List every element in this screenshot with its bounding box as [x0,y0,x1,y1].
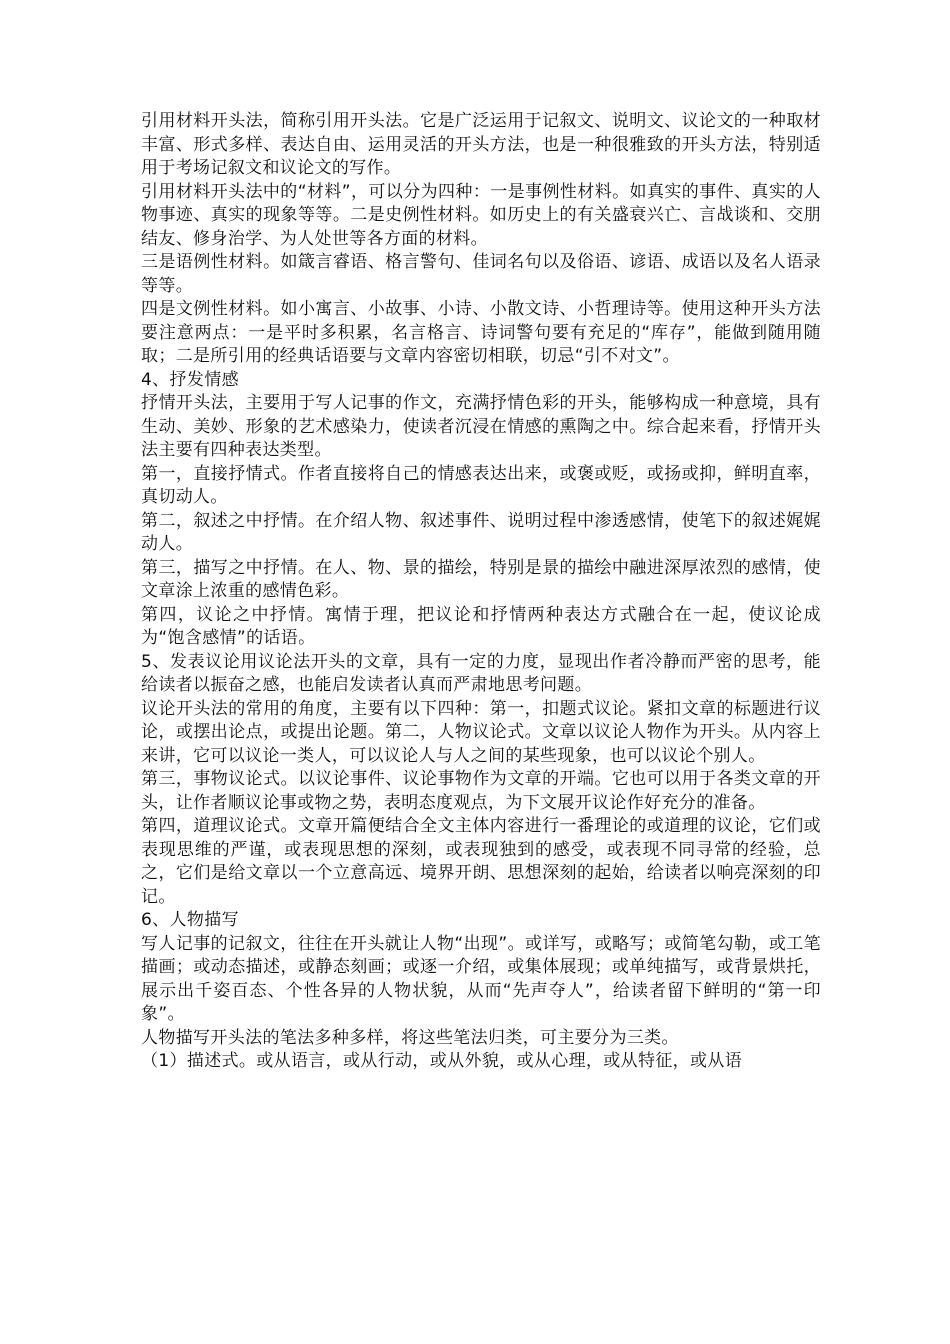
section-heading-express-emotion: 4、抒发情感 [141,369,239,390]
paragraph-text-materials: 四是文例性材料。如小寓言、小故事、小诗、小散文诗、小哲理诗等。使用这种开头方法要注意两点：一是平时多积累，名言格言、诗词警句要有充足的“库存”，能做到随用随取；二是所引用的经典话语要与文章内容密切相联，切忌“引不对文”。 [141,299,821,366]
paragraph-direct-lyric: 第一，直接抒情式。作者直接将自己的情感表达出来，或褒或贬，或扬或抑，鲜明直率，真切动人。 [141,463,821,507]
section-heading-character-description: 6、人物描写 [141,910,239,930]
paragraph-language-materials: 三是语例性材料。如箴言睿语、格言警句、佳词名句以及俗语、谚语、成语以及名人语录等等。 [141,252,821,296]
paragraph-character-appearance: 写人记事的记叙文，往往在开头就让人物“出现”。或详写，或略写；或简笔勾勒，或工笔描画；或动态描述，或静态刻画；或逐一介绍，或集体展现；或单纯描写，或背景烘托，展示出千姿百态、个性各异的人物状貌，从而“先声夺人”，给读者留下鲜明的“第一印象”。 [141,933,821,1024]
paragraph-argument-angles: 议论开头法的常用的角度，主要有以下四种：第一，扣题式议论。紧扣文章的标题进行议论，或摆出论点，或提出论题。第二，人物议论式。文章以议论人物作为开头。从内容上来讲，它可以议论一类人，可以议论人与人之间的某些现象，也可以议论个别人。 [141,698,821,766]
paragraph-descriptive-lyric: 第三，描写之中抒情。在人、物、景的描绘，特别是景的描绘中融进深厚浓烈的感情，使文章涂上浓重的感情色彩。 [141,557,821,601]
paragraph-descriptive-style: （1）描述式。或从语言，或从行动，或从外貌，或从心理，或从特征，或从语 [141,1051,743,1071]
paragraph-thing-argument: 第三，事物议论式。以议论事件、议论事物作为文章的开端。它也可以用于各类文章的开头，让作者顺议论事或物之势，表明态度观点，为下文展开议论作好充分的准备。 [141,769,821,813]
paragraph-material-types: 引用材料开头法中的“材料”，可以分为四种：一是事例性材料。如真实的事件、真实的人物事迹、真实的现象等等。二是史例性材料。如历史上的有关盛衰兴亡、言战谈和、交朋结友、修身治学、为人处世等各方面的材料。 [141,181,821,249]
paragraph-narrative-lyric: 第二，叙述之中抒情。在介绍人物、叙述事件、说明过程中渗透感情，使笔下的叙述娓娓动人。 [141,510,821,554]
paragraph-argumentative-lyric: 第四，议论之中抒情。寓情于理，把议论和抒情两种表达方式融合在一起，使议论成为“饱含感情”的话语。 [141,604,821,648]
paragraph-character-methods: 人物描写开头法的笔法多种多样，将这些笔法归类，可主要分为三类。 [141,1027,679,1048]
paragraph-argument-opening: 5、发表议论用议论法开头的文章，具有一定的力度，显现出作者冷静而严密的思考，能给读者以振奋之感，也能启发读者认真而严肃地思考问题。 [141,651,821,695]
document-body [141,110,821,1074]
paragraph-lyrical-opening: 抒情开头法，主要用于写人记事的作文，充满抒情色彩的开头，能够构成一种意境，具有生动、美妙、形象的艺术感染力，使读者沉浸在情感的熏陶之中。综合起来看，抒情开头法主要有四种表达类型。 [141,393,821,460]
paragraph-quote-opening-intro: 引用材料开头法，简称引用开头法。它是广泛运用于记叙文、说明文、议论文的一种取材丰富、形式多样、表达自由、运用灵活的开头方法，也是一种很雅致的开头方法，特别适用于考场记叙文和议论文的写作。 [141,111,821,178]
paragraph-reason-argument: 第四，道理议论式。文章开篇便结合全文主体内容进行一番理论的或道理的议论，它们或表现思维的严谨，或表现思想的深刻，或表现独到的感受，或表现不同寻常的经验，总之，它们是给文章以一个立意高远、境界开朗、思想深刻的起始，给读者以响亮深刻的印记。 [141,816,821,907]
